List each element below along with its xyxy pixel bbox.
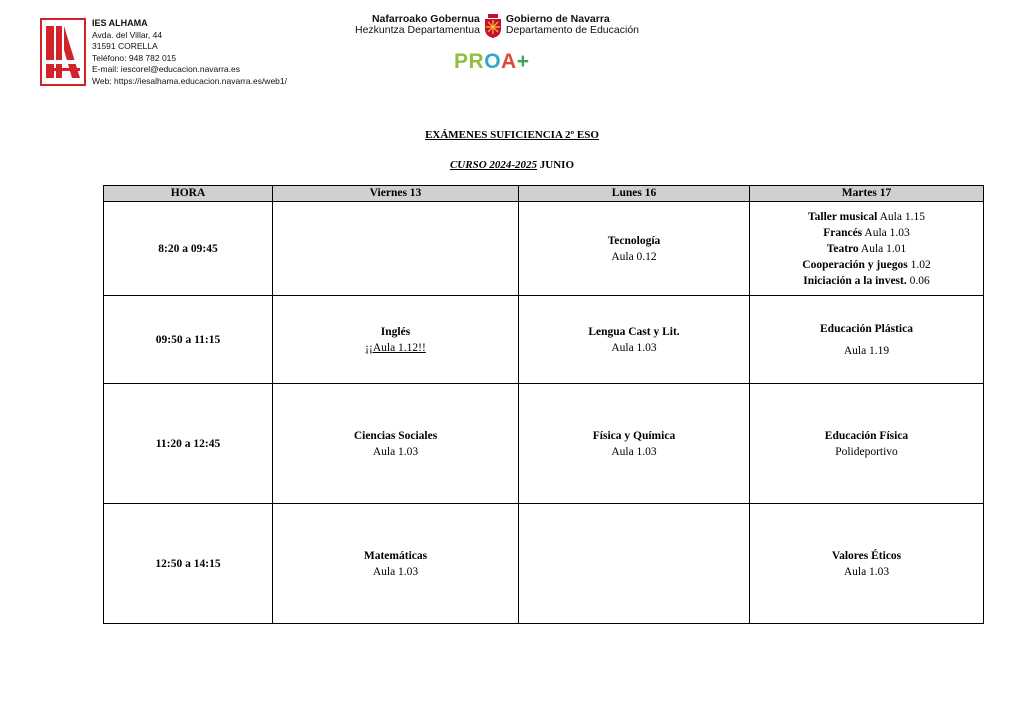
exam-subject: Valores Éticos	[831, 549, 902, 562]
hour-cell: 12:50 a 14:15	[104, 504, 273, 624]
exam-subject: Lengua Cast y Lit.	[588, 325, 680, 338]
table-row	[104, 202, 984, 296]
exam-cell	[750, 504, 984, 624]
exam-room: Aula 1.03	[372, 445, 419, 458]
exam-room: Aula 1.03	[611, 341, 657, 354]
exam-entry: Francés Aula 1.03	[823, 226, 910, 239]
school-email: E-mail: iescorel@educacion.navarra.es	[92, 64, 240, 74]
exam-subject: Educación Plástica	[820, 322, 913, 335]
gov-basque-name: Nafarroako Gobernua	[371, 13, 480, 25]
exam-cell	[519, 296, 750, 384]
exam-entry: Taller musical Aula 1.15	[808, 210, 925, 223]
proa-plus-logo: PROA+	[454, 50, 530, 73]
exam-entry: Iniciación a la invest. 0.06	[803, 274, 930, 287]
government-header	[355, 14, 639, 43]
course-year: CURSO 2024-2025	[449, 159, 538, 171]
exam-cell	[750, 384, 984, 504]
table-row	[104, 504, 984, 624]
header-lunes: Lunes 16	[519, 186, 750, 202]
exam-cell	[273, 296, 519, 384]
exam-cell	[519, 202, 750, 296]
gov-basque-dept: Hezkuntza Departamentua	[355, 24, 480, 36]
school-logo-icon	[40, 18, 86, 86]
school-address: Avda. del Villar, 44	[92, 29, 163, 40]
school-city: 31591 CORELLA	[92, 41, 158, 51]
exam-cell	[273, 384, 519, 504]
gov-basque-block	[355, 14, 480, 36]
header-martes: Martes 17	[750, 186, 984, 202]
course-subtitle	[0, 159, 1024, 171]
exam-room: ¡¡Aula 1.12!!	[365, 341, 426, 354]
hour-cell: 11:20 a 12:45	[104, 384, 273, 504]
school-web: Web: https://iesalhama.educacion.navarra.es/web1/	[92, 75, 287, 86]
exam-cell	[519, 384, 750, 504]
exam-cell-empty	[273, 202, 519, 296]
table-row	[104, 384, 984, 504]
exam-cell	[273, 504, 519, 624]
exam-room: Aula 0.12	[611, 250, 657, 263]
header-hour: HORA	[104, 186, 273, 202]
exam-subject: Inglés	[380, 325, 411, 338]
exam-subject: Tecnología	[607, 234, 661, 247]
exam-subject: Educación Física	[824, 429, 909, 442]
navarra-shield-icon	[484, 14, 502, 43]
hour-cell: 8:20 a 09:45	[104, 202, 273, 296]
school-phone: Teléfono: 948 782 015	[92, 52, 177, 63]
table-row	[104, 296, 984, 384]
exam-room: Aula 1.03	[372, 565, 419, 578]
gov-spanish-dept: Departamento de Educación	[505, 24, 639, 36]
exam-room: Aula 1.03	[611, 445, 657, 458]
exam-room: Aula 1.19	[843, 344, 890, 357]
course-month: JUNIO	[539, 159, 575, 171]
exam-subject: Matemáticas	[363, 549, 428, 562]
exam-entry: Teatro Aula 1.01	[826, 242, 907, 255]
exam-subject: Ciencias Sociales	[353, 429, 438, 442]
exam-cell-multi	[750, 202, 984, 296]
exam-room: Polideportivo	[835, 445, 898, 458]
gov-spanish-name: Gobierno de Navarra	[505, 13, 610, 25]
exam-cell-empty	[519, 504, 750, 624]
exam-entry: Cooperación y juegos 1.02	[802, 258, 931, 271]
table-header-row	[104, 186, 984, 202]
page-title: EXÁMENES SUFICIENCIA 2º ESO	[425, 129, 599, 141]
gov-spanish-block	[506, 14, 639, 36]
exam-room: Aula 1.03	[843, 565, 890, 578]
hour-cell: 09:50 a 11:15	[104, 296, 273, 384]
header-viernes: Viernes 13	[273, 186, 519, 202]
exam-schedule-table	[103, 185, 984, 624]
school-header	[40, 18, 287, 87]
exam-subject: Física y Química	[592, 429, 676, 442]
school-info	[92, 18, 287, 87]
exam-cell	[750, 296, 984, 384]
school-name: IES ALHAMA	[92, 18, 148, 28]
